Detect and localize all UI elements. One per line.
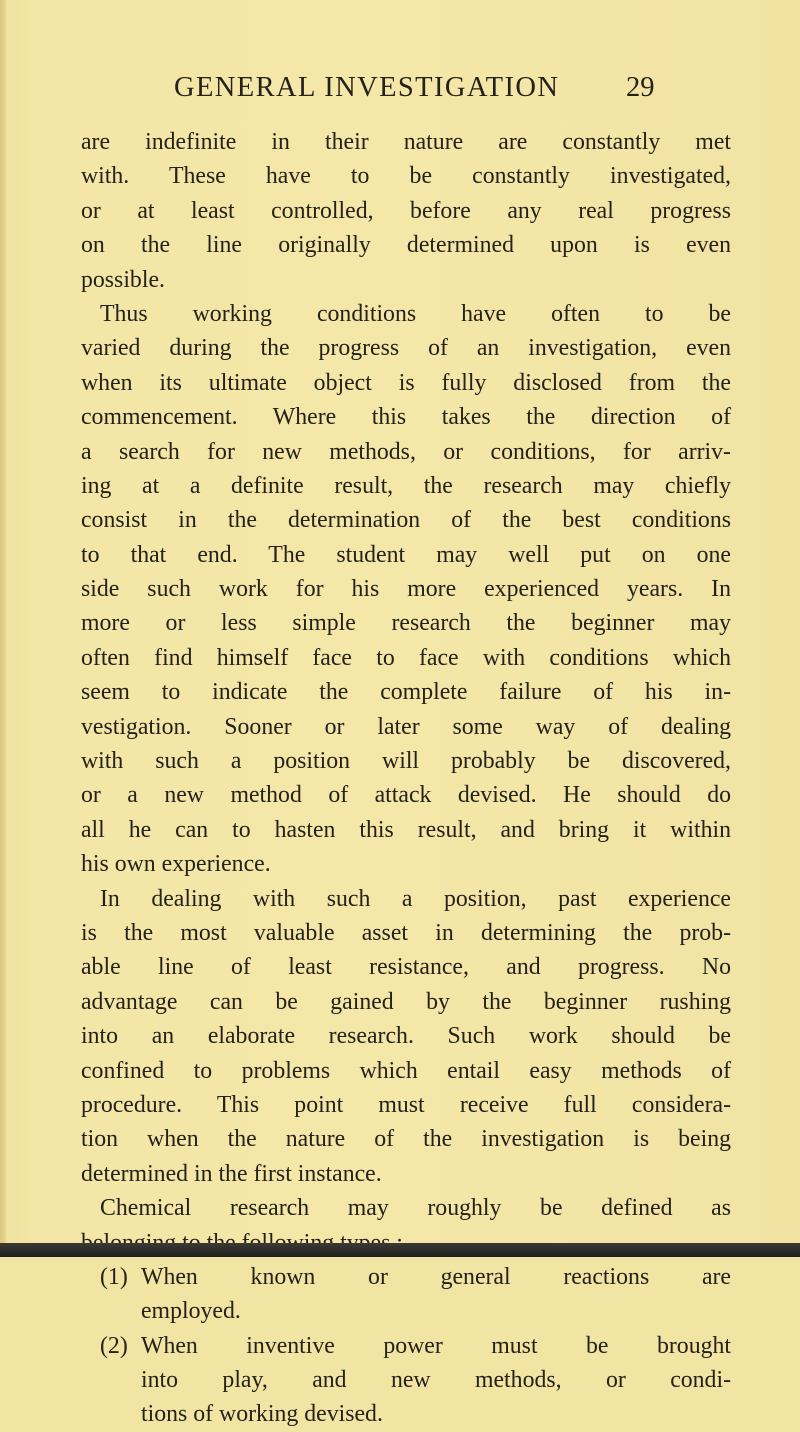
- paragraph-4-line-1: Chemical research may roughly be defined as: [100, 1195, 731, 1222]
- list-item-2-text-1: When inventive power must be brought: [141, 1332, 731, 1359]
- list-item-2-line-1: [81, 1329, 731, 1363]
- paragraph-3-line-2: is the most valuable asset in determining the prob-: [81, 919, 731, 946]
- list-item-1-line-1: [81, 1260, 731, 1294]
- paragraph-2-line-8: to that end. The student may well put on one: [81, 541, 731, 568]
- paragraph-1-line-4: on the line originally determined upon is even: [81, 232, 731, 259]
- paragraph-2-line-2: varied during the progress of an investigation, even: [81, 335, 731, 362]
- paragraph-2-line-15: or a new method of attack devised. He should do: [81, 782, 731, 809]
- list-item-1-line-2: employed.: [141, 1298, 241, 1325]
- paragraph-3-line-5: into an elaborate research. Such work should be: [81, 1023, 731, 1050]
- list-item-1-text-1: When known or general reactions are: [141, 1263, 731, 1290]
- paragraph-2-line-5: a search for new methods, or conditions, for arriv-: [81, 438, 731, 465]
- paragraph-2-line-13: vestigation. Sooner or later some way of dealing: [81, 713, 731, 740]
- paragraph-3-line-4: advantage can be gained by the beginner rushing: [81, 988, 731, 1015]
- paragraph-2-line-16: all he can to hasten this result, and bring it within: [81, 816, 731, 843]
- paragraph-2-line-6: ing at a definite result, the research may chiefly: [81, 472, 731, 499]
- list-item-1-marker: (1): [100, 1263, 128, 1290]
- paragraph-2-line-9: side such work for his more experienced years. In: [81, 576, 731, 603]
- page-header: [0, 72, 800, 112]
- paragraph-2-line-11: often find himself face to face with conditions which: [81, 644, 731, 671]
- paragraph-2-line-14: with such a position will probably be discovered,: [81, 748, 731, 775]
- paragraph-1-line-5: possible.: [81, 266, 165, 293]
- paragraph-1-line-2: with. These have to be constantly investigated,: [81, 163, 731, 190]
- paragraph-3-line-3: able line of least resistance, and progress. No: [81, 954, 731, 981]
- paragraph-2-line-10: more or less simple research the beginner may: [81, 610, 731, 637]
- paragraph-2-line-1: Thus working conditions have often to be: [100, 300, 731, 327]
- paragraph-3-line-7: procedure. This point must receive full considera-: [81, 1091, 731, 1118]
- paragraph-2-line-12: seem to indicate the complete failure of his in-: [81, 679, 731, 706]
- running-title: GENERAL INVESTIGATION: [174, 72, 560, 103]
- paragraph-1-line-3: or at least controlled, before any real progress: [81, 197, 731, 224]
- list-item-2-line-2: into play, and new methods, or condi-: [141, 1367, 731, 1394]
- list-item-2-marker: (2): [100, 1332, 128, 1359]
- page-binding-edge: [0, 0, 6, 1257]
- paragraph-3-line-6: confined to problems which entail easy methods of: [81, 1057, 731, 1084]
- body-text: [81, 125, 731, 1432]
- paragraph-1-line-1: are indefinite in their nature are constantly met: [81, 129, 731, 155]
- paragraph-2-line-4: commencement. Where this takes the direction of: [81, 404, 731, 431]
- list-item-2-line-3: tions of working devised.: [141, 1401, 383, 1428]
- scan-bottom-edge: [0, 1243, 800, 1257]
- paragraph-3-line-9: determined in the first instance.: [81, 1160, 382, 1187]
- paragraph-2-line-3: when its ultimate object is fully disclosed from the: [81, 369, 731, 396]
- paragraph-3-line-8: tion when the nature of the investigation is being: [81, 1126, 731, 1153]
- paragraph-2-line-7: consist in the determination of the best conditions: [81, 507, 731, 534]
- paragraph-3-line-1: In dealing with such a position, past experience: [100, 885, 731, 912]
- paragraph-2-line-17: his own experience.: [81, 851, 271, 878]
- page-number: 29: [626, 72, 655, 103]
